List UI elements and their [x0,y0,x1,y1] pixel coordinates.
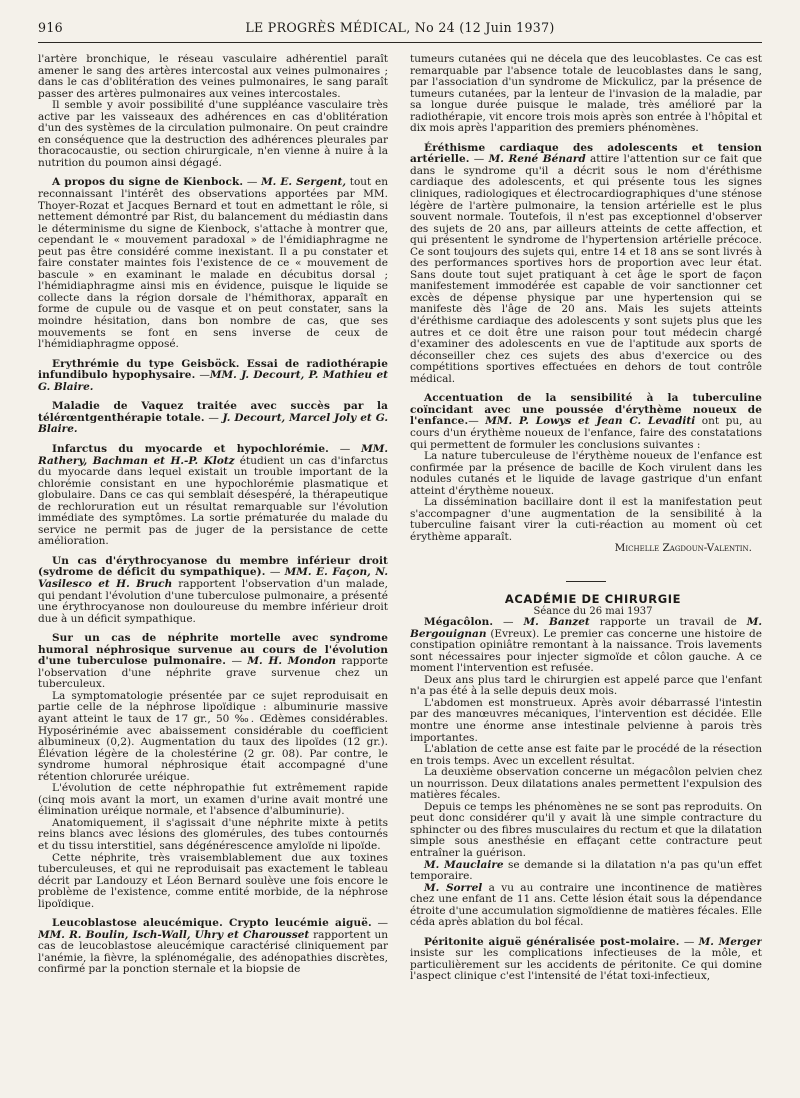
paragraph: L'ablation de cette anse est faite par le procédé de la résection en trois temps. Avec un excellent résultat. [410,743,762,767]
article-vaquez [38,401,388,436]
article-author: MM. Rathery, Bachman et H.-P. Klotz [38,442,388,467]
section-heading: ACADÉMIE DE CHIRURGIE [504,591,682,606]
article-title: Maladie de Vaquez traitée avec succès par la télérœntgenthérapie totale. [38,400,388,424]
paragraph: tumeurs cutanées qui ne décela que des leucoblastes. Ce cas est remarquable par l'absence totale de leucoblastes dans le sang, par l'association d'un syndrome de Mickulicz, par la présence de tumeurs cutanées, par la lenteur de l'invasion de la maladie, par sa longue durée puisque le malade, très amélioré par la radiothérapie, vit encore trois mois après son entrée à l'hôpital et dix mois après l'apparition des premiers phénomènes. [410,54,762,135]
header-rule [38,42,762,43]
article-author: M. H. Mondon [247,655,337,668]
page-number: 916 [38,20,63,35]
article-title: Leucoblastose aleucémique. Crypto leucémie aiguë. [52,917,372,930]
article-author: MM. P. Lowys et Jean C. Levaditi [485,415,696,428]
right-column [410,54,762,1088]
article-title: Sur un cas de néphrite mortelle avec syndrome humoral néphrosique survenue au cours de l'évolution d'une tuberculose pulmonaire. [38,632,388,668]
article-author: J. Decourt, Marcel Joly et G. Blaire. [38,411,388,436]
session-date: Séance du 26 mai 1937 [533,605,653,617]
dash: — [493,616,524,629]
paragraph: Deux ans plus tard le chirurgien est appelé parce que l'enfant n'a pas été à la selle depuis deux mois. [410,673,762,698]
dash: — [265,566,285,579]
article-erythrocyanose [38,556,388,625]
article-nephrite [38,633,388,691]
article-body: (Evreux). Le premier cas concerne une histoire de constipation opiniâtre remontant à la naissance. Trois lavements sont nécessaires pour injecter sigmoïde et côlon gauche. A ce moment l'intervention est refusée. [410,627,762,675]
article-title: Accentuation de la sensibilité à la tuberculine coïncidant avec une poussée d'érythème noueux de l'enfance. [410,392,762,428]
paragraph: Depuis ce temps les phénomènes ne se sont pas reproduits. On peut donc considérer qu'il y avait là une simple contracture du sphincter ou des fibres musculaires du rectum et que la dilatation simple sous anesthésie en effaçant cette contracture peut entraîner la guérison. [410,800,762,859]
running-header [38,20,762,42]
article-peritonite [410,937,762,983]
dash: — [679,935,699,948]
paragraph: L'abdomen est monstrueux. Après avoir débarrassé l'intestin par des manœuvres mécaniques, l'intervention est décidée. Elle montre une énorme anse intestinale pelvienne à parois très importantes. [410,696,762,744]
paragraph: La nature tuberculeuse de l'érythème noueux de l'enfance est confirmée par la présence de bacille de Koch virulent dans les nodules cutanés et le liquide de lavage gastrique d'un enfant atteint d'érythème noueux. [410,450,762,497]
article-title: Un cas d'érythrocyanose du membre inférieur droit (sydrome de déficit du sympathique). [38,554,388,579]
article-body: ont pu, au cours d'un érythème noueux de l'enfance, faire des constatations qui permettent de formuler les conclusions suivantes : [410,415,762,451]
article-erethisme [410,143,762,385]
article-title: Mégacôlon. [424,616,494,629]
article-author: MM. J. Decourt, P. Mathieu et G. Blaire. [38,369,388,393]
article-title: Péritonite aiguë généralisée post-molaire. [424,935,680,948]
article-leucoblastose [38,918,388,976]
article-author: M. Sorrel [424,881,483,894]
paragraph: La symptomatologie présentée par ce sujet reproduisait en partie celle de la néphrose lipoïdique : albuminurie massive ayant atteint le taux de 17 gr., 50 ‰. Œdèmes considérables. Hyposérinémie avec abaissement considérable du coefficient albumineux (0,2). Augmentation du taux des lipoïdes (12 gr.). Élévation légère de la cholestérine (2 gr. 08). Par contre, le syndrome humoral néphrosique était accompagné d'une rétention chlorurée uréique. [38,689,388,783]
paragraph: La dissémination bacillaire dont il est la manifestation peut s'accompagner d'une augmentation de la sensibilité à la tuberculine faisant virer la cuti-réaction au moment où cet érythème apparaît. [410,496,762,543]
signature: Michelle Zagdoun-Valentin. [614,542,752,555]
paragraph: La deuxième observation concerne un mégacôlon pelvien chez un nourrisson. Deux dilatations anales permettent l'expulsion des matières fécales. [410,766,762,802]
article-body: a vu au contraire une incontinence de matières chez une enfant de 11 ans. Cette lésion était sous la dépendance étroite d'une accumulation sigmoïdienne de matières fécales. Elle céda après ablation du bol fécal. [410,881,762,929]
article-megacolon [410,617,762,675]
article-author: M. René Bénard [488,153,586,166]
article-author: MM. R. Boulin, Isch-Wall, Uhry et Charousset [38,928,310,941]
dash: — [468,415,486,428]
dash: — [371,917,388,930]
article-body: rapporte l'observation d'une néphrite grave survenue chez un tuberculeux. [38,655,388,691]
article-body: se demande si la dilatation n'a pas qu'un effet temporaire. [410,858,762,883]
dash: — [469,153,489,166]
section-divider [566,581,606,582]
article-body: rapporte un travail de [589,616,747,629]
article-author: M. Mauclaire [424,858,504,871]
paragraph [410,883,762,929]
article-title: Infarctus du myocarde et hypochlorémie. [52,442,329,455]
dash: — [243,176,262,189]
article-author: M. Merger [698,935,762,948]
article-tuberculine [410,393,762,451]
dash: — [195,369,210,382]
paragraph: Il semble y avoir possibilité d'une suppléance vasculaire très active par les vaisseaux des adhérences en cas d'oblitération d'un des systèmes de la circulation pulmonaire. On peut craindre en conséquence que la destruction des adhérences pleurales par thoracocaustie, ou section chirurgicale, n'en vienne à nuire à la nutrition du poumon ainsi dégagé. [38,99,388,169]
dash: — [328,442,362,455]
article-title: Erythrémie du type Geisböck. Essai de radiothérapie infundibulo hypophysaire. [38,357,388,382]
article-author: M. E. Sergent, [261,176,347,189]
article-kienbock [38,177,388,350]
article-title: Éréthisme cardiaque des adolescents et tension artérielle. [410,141,762,166]
dash: — [204,411,223,424]
paragraph: L'évolution de cette néphropathie fut extrêmement rapide (cinq mois avant la mort, un examen d'urine avait montré une élimination uréique normale, et l'absence d'albuminurie). [38,782,388,818]
left-column [38,54,388,1088]
article-body: rapportent l'observation d'un malade, qui pendant l'évolution d'une tuberculose pulmonaire, a présenté une érythrocyanose non douloureuse du membre inférieur droit due à un déficit sympathique. [38,577,388,625]
article-author: MM. E. Façon, N. Vasilesco et H. Bruch [38,566,388,590]
journal-title: LE PROGRÈS MÉDICAL, No 24 (12 Juin 1937) [245,20,555,35]
article-author: M. Bergouignan [410,616,762,640]
article-infarctus [38,444,388,548]
paragraph: Anatomiquement, il s'agissait d'une néphrite mixte à petits reins blancs avec lésions des glomérules, des tubes contournés et du tissu interstitiel, sans dégénérescence amyloïde ni lipoïde. [38,816,388,852]
article-body: tout en reconnaissant l'intérêt des observations apportées par MM. Thoyer-Rozat et Jacques Bernard et tout en admettant le rôle, si nettement démontré par Rist, du balancement du médiastin dans le déterminisme du signe de Kienbock, s'attache à montrer que, cependant le « mouvement paradoxal » de l'émidiaphragme ne peut pas être considéré comme inexistant. Il a pu constater et faire constater maintes fois l'existence de ce « mouvement de bascule » en examinant le malade en décubitus dorsal ; l'hémidiaphragme ainsi mis en évidence, puisque le liquide se collecte dans la région dorsale de l'hémithorax, apparaît en forme de cupule ou de vasque et on peut constater, sans la moindre hésitation, dans bon nombre de cas, que ses mouvements se font en sens inverse de ceux de l'hémidiaphragme opposé. [38,176,388,351]
article-author: M. Banzet [523,616,590,629]
dash: — [225,655,248,668]
paragraph [410,860,762,883]
article-body: rapportent un cas de leucoblastose aleucémique caractérisé cliniquement par l'anémie, la fièvre, la splénomégalie, des adénopathies discrètes, confirmé par la ponction sternale et la biopsie de [38,928,388,976]
article-title: A propos du signe de Kienbock. [52,176,244,189]
article-body: étudient un cas d'infarctus du myocarde dans lequel existait un trouble important de la chlorémie consistant en une hypochlorémie plasmatique et globulaire. Dans ce cas qui semblait désespéré, la thérapeutique de rechloruration eut un résultat remarquable sur l'évolution immédiate des symptômes. La sortie prématurée du malade du service ne permit pas de juger de la persistance de cette amélioration. [38,454,388,548]
article-geisbock [38,359,388,394]
paragraph: l'artère bronchique, le réseau vasculaire adhérentiel paraît amener le sang des artères intercostal aux veines pulmonaires ; dans le cas d'oblitération des veines pulmonaires, le sang paraît passer des artères pulmonaires aux veines intercostales. [38,54,388,100]
article-body: attire l'attention sur ce fait que dans le syndrome qu'il a décrit sous le nom d'éréthisme cardiaque des adolescents, et qui présente tous les signes cliniques, radiologiques et électrocardiographiques d'une sténose légère de l'artère pulmonaire, la tension artérielle est le plus souvent normale. Toutefois, il n'est pas exceptionnel d'observer des sujets de 20 ans, par ailleurs atteints de cette affection, et qui présentent le syndrome de l'hypertension artérielle précoce. Ce sont toujours des sujets qui, entre 14 et 18 ans se sont livrés à des performances sportives hors de proportion avec leur état. Sans doute tout sujet pratiquant à cet âge le sport de façon manifestement immodérée est capable de voir sanctionner cet excès de dépense physique par une hypertension qui se manifeste dès l'âge de 20 ans. Mais les sujets atteints d'éréthisme cardiaque des adolescents y sont sujets plus que les autres et ce doit être une raison pour tout médecin chargé d'examiner des adolescents en vue de l'aptitude aux sports de déconseiller chez ces sujets des abus d'exercice ou des compétitions sportives effectuées en dehors de tout contrôle médical. [410,153,762,385]
article-body: insiste sur les complications infectieuses de la môle, et particulièrement sur les accidents de péritonite. Ce qui domine l'aspect clinique c'est l'intensité de l'état toxi-infectieux, [410,947,762,983]
paragraph: Cette néphrite, très vraisemblablement due aux toxines tuberculeuses, et qui ne reproduisait pas exactement le tableau décrit par Landouzy et Léon Bernard soulève une fois encore le problème de l'existence, comme entité morbide, de la néphrose lipoïdique. [38,851,388,910]
